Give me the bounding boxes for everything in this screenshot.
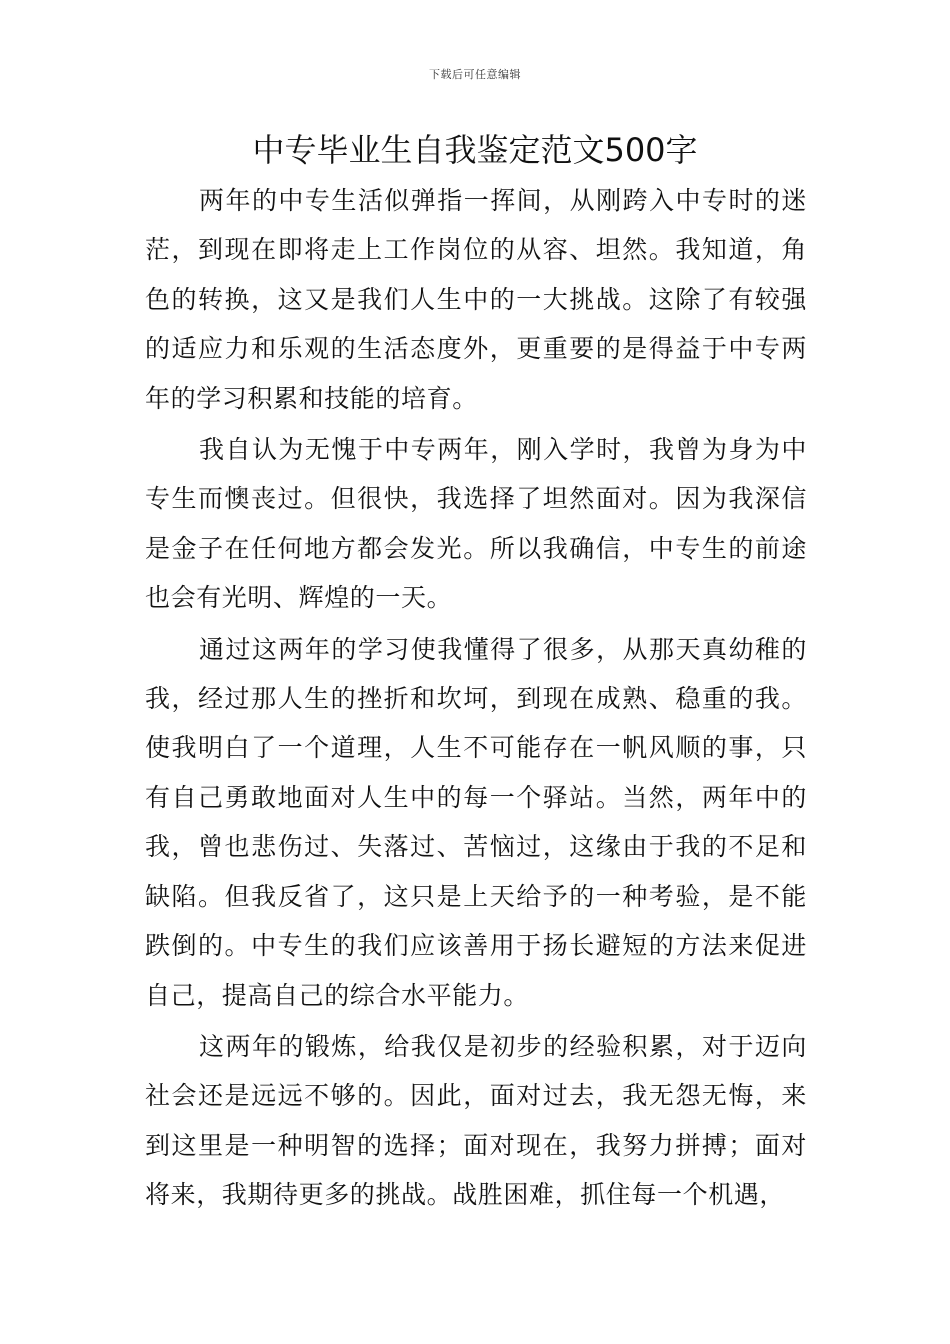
paragraph-1: 两年的中专生活似弹指一挥间，从刚跨入中专时的迷茫，到现在即将走上工作岗位的从容、坦然。我知道，角色的转换，这又是我们人生中的一大挑战。这除了有较强的适应力和乐观的生活态度外，更重要的是得益于中专两年的学习积累和技能的培育。 <box>145 186 807 413</box>
paragraph-2: 我自认为无愧于中专两年，刚入学时，我曾为身为中专生而懊丧过。但很快，我选择了坦然面对。因为我深信是金子在任何地方都会发光。所以我确信，中专生的前途也会有光明、辉煌的一天。 <box>145 435 807 613</box>
paragraph-4: 这两年的锻炼，给我仅是初步的经验积累，对于迈向社会还是远远不够的。因此，面对过去，我无怨无悔，来到这里是一种明智的选择；面对现在，我努力拼搏；面对将来，我期待更多的挑战。战胜困难，抓住每一个机遇， <box>145 1031 807 1210</box>
document-title: 中专毕业生自我鉴定范文500字 <box>252 131 698 169</box>
document-body <box>145 176 807 1222</box>
paragraph-3: 通过这两年的学习使我懂得了很多，从那天真幼稚的我，经过那人生的挫折和坎坷，到现在成熟、稳重的我。使我明白了一个道理，人生不可能存在一帆风顺的事，只有自己勇敢地面对人生中的每一个驿站。当然，两年中的我，曾也悲伤过、失落过、苦恼过，这缘由于我的不足和缺陷。但我反省了，这只是上天给予的一种考验，是不能跌倒的。中专生的我们应该善用于扬长避短的方法来促进自己，提高自己的综合水平能力。 <box>145 634 807 1010</box>
header-note: 下载后可任意编辑 <box>429 68 521 81</box>
